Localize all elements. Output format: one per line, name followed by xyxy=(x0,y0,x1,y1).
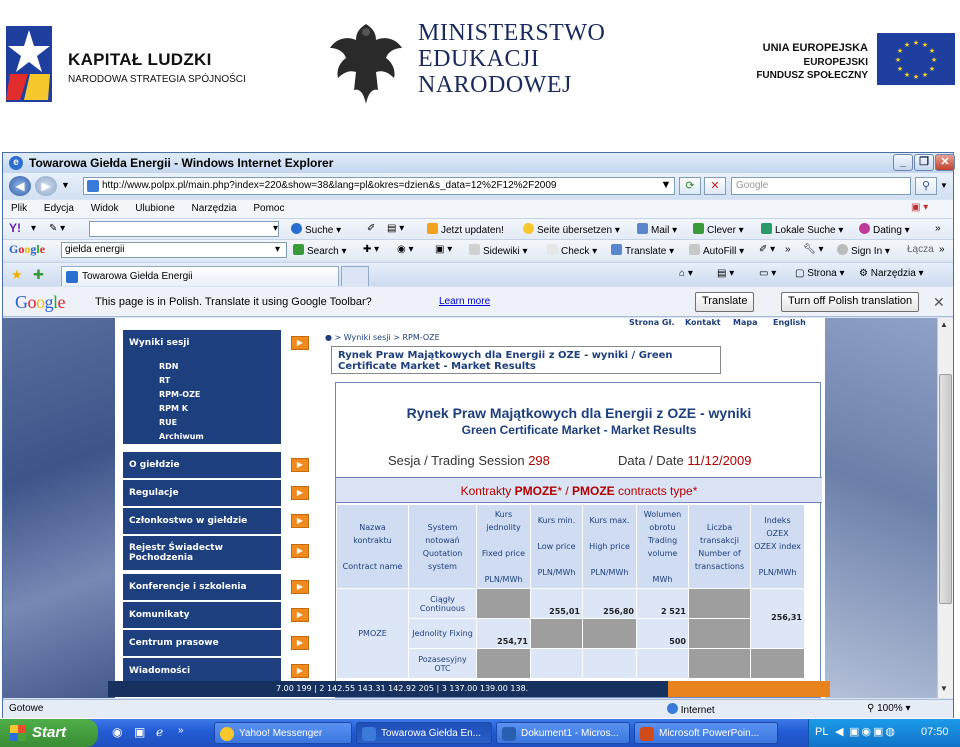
update-label: Jetzt updaten! xyxy=(441,225,504,236)
forward-button[interactable]: ▶ xyxy=(35,176,57,196)
nav-english-link[interactable]: English xyxy=(773,318,806,327)
contracts-prefix: Kontrakty xyxy=(460,484,512,498)
fixed-price-cell xyxy=(477,649,531,679)
history-dropdown-icon[interactable]: ▼ xyxy=(61,180,70,190)
spellcheck-button[interactable]: Check ▾ xyxy=(547,244,597,257)
pencil-icon[interactable]: ✎ ▾ xyxy=(49,223,66,234)
google-chat-icon[interactable]: ◉ ▾ xyxy=(397,244,414,255)
menu-bar xyxy=(3,200,953,218)
kapital-ludzki-subtitle: NARODOWA STRATEGIA SPÓJNOŚCI xyxy=(68,74,246,85)
windows-logo-icon xyxy=(10,725,26,741)
svg-text:★: ★ xyxy=(894,56,902,64)
page-header-box xyxy=(331,346,721,374)
refresh-button[interactable]: ⟳ xyxy=(679,177,701,195)
translate-page-button[interactable]: Seite übersetzen ▾ xyxy=(523,223,620,236)
breadcrumb-text[interactable]: > Wyniki sesji > RPM-OZE xyxy=(334,333,440,342)
task-ie-window[interactable] xyxy=(356,722,492,744)
volume-cell: 500 xyxy=(637,619,689,649)
tab-favicon-icon xyxy=(66,271,78,283)
sidebar-item-rejestr[interactable]: Rejestr Świadectw Pochodzenia xyxy=(123,536,281,570)
sidebar-item-wiadomosci[interactable]: Wiadomości xyxy=(123,658,281,684)
scroll-thumb[interactable] xyxy=(939,374,952,604)
mail-label: Mail xyxy=(651,225,670,236)
contract-name-cell: PMOZE xyxy=(337,589,409,679)
quicklaunch-outlook-icon[interactable]: ▣ xyxy=(134,725,146,739)
sidewiki-icon xyxy=(469,244,480,255)
svg-text:★: ★ xyxy=(921,71,929,79)
contracts-code: PMOZE xyxy=(514,484,558,498)
pen-icon[interactable]: ✐ ▾ xyxy=(759,244,776,255)
system-cell: Jednolity Fixing xyxy=(409,619,477,649)
powerpoint-icon xyxy=(640,727,654,741)
page-menu-button[interactable]: ▢ Strona ▾ xyxy=(795,268,845,279)
arrow-icon[interactable]: ▶ xyxy=(291,458,309,472)
clock: 07:50 xyxy=(921,726,949,738)
market-results-table xyxy=(336,504,805,679)
google-logo: Google xyxy=(15,292,66,312)
google-search-icon xyxy=(293,244,304,255)
column-header: Kurs max. High price PLN/MWh xyxy=(583,505,637,589)
arrow-icon[interactable]: ▶ xyxy=(291,336,309,350)
local-search-label: Lokale Suche xyxy=(775,225,836,236)
svg-text:★: ★ xyxy=(921,41,929,49)
menu-edit[interactable]: Edycja xyxy=(43,203,74,214)
translate-bar xyxy=(3,287,953,317)
quicklaunch-firefox-icon[interactable]: ◉ xyxy=(112,725,123,739)
highlight-icon[interactable]: ✐ xyxy=(367,223,376,234)
low-price-cell: 255,01 xyxy=(531,589,583,619)
arrow-icon[interactable]: ▶ xyxy=(291,544,309,558)
system-cell: Ciągły Continuous xyxy=(409,589,477,619)
yahoo-toolbar xyxy=(3,218,953,239)
site-sidebar xyxy=(115,318,311,698)
favorites-star-icon[interactable]: ★ xyxy=(11,267,23,282)
eu-title: UNIA EUROPEJSKA xyxy=(762,42,868,54)
menu-favorites[interactable]: Ulubione xyxy=(135,203,175,214)
security-zone xyxy=(667,703,715,716)
eagle-emblem-icon xyxy=(326,18,406,110)
page-menu-label: Strona xyxy=(807,268,837,279)
price-ticker xyxy=(108,681,830,697)
task-powerpoint[interactable] xyxy=(634,722,778,744)
nav-home-link[interactable]: Strona Gł. xyxy=(629,318,675,327)
sidebar-item-centrum-prasowe[interactable]: Centrum prasowe xyxy=(123,630,281,656)
tab-bar xyxy=(3,262,953,286)
high-price-cell xyxy=(583,619,637,649)
quicklaunch-ie-icon[interactable]: ℯ xyxy=(156,725,164,739)
market-results-panel xyxy=(335,382,821,698)
yahoo-more-icon[interactable]: » xyxy=(935,223,941,234)
page-header-line-1: Rynek Praw Majątkowych dla Energii z OZE - wyniki / Green xyxy=(338,350,673,361)
logo-banner xyxy=(0,0,960,150)
translate-icon xyxy=(611,244,622,255)
google-toolbar-logo[interactable]: Google xyxy=(9,242,46,256)
back-button[interactable]: ◀ xyxy=(9,176,31,196)
yahoo-search-dropdown-icon[interactable]: ▾ xyxy=(273,223,279,234)
links-label[interactable]: Łącza xyxy=(907,244,934,255)
google-plus-icon[interactable]: ✚ ▾ xyxy=(363,244,380,255)
dating-button[interactable]: Dating ▾ xyxy=(859,223,910,236)
new-tab-button[interactable] xyxy=(341,266,369,286)
menu-file[interactable]: Plik xyxy=(11,203,28,214)
translate-message: This page is in Polish. Translate it using Google Toolbar? xyxy=(95,296,372,308)
contracts-code-en: PMOZE xyxy=(572,484,615,498)
ticker-text: 7.00 199 | 2 142.55 143.31 142.92 205 | 3 137.00 139.00 138. xyxy=(108,681,668,697)
google-share-icon[interactable]: ▣ ▾ xyxy=(435,244,453,255)
quicklaunch-more-icon[interactable]: » xyxy=(178,725,184,736)
sidewiki-button[interactable]: Sidewiki ▾ xyxy=(469,244,528,257)
column-header: Kurs min. Low price PLN/MWh xyxy=(531,505,583,589)
close-translate-bar-icon[interactable]: ✕ xyxy=(933,294,945,310)
arrow-icon[interactable]: ▶ xyxy=(291,664,309,678)
kapital-ludzki-logo-icon xyxy=(6,26,52,102)
menu-help[interactable]: Pomoc xyxy=(253,203,285,214)
ministry-line-1: MINISTERSTWO xyxy=(418,20,606,46)
nav-map-link[interactable]: Mapa xyxy=(733,318,758,327)
column-header: Liczba transakcji Number of transactions xyxy=(689,505,751,589)
session-number: 298 xyxy=(528,453,550,468)
background-lightning-image xyxy=(3,318,115,698)
transactions-cell xyxy=(689,619,751,649)
window-title: Towarowa Giełda Energii - Windows Internet Explorer xyxy=(29,156,334,170)
warning-icon xyxy=(427,223,438,234)
svg-text:★: ★ xyxy=(928,47,936,55)
sidebar-item-o-gieldzie[interactable]: O giełdzie xyxy=(123,452,281,478)
tab-label: Towarowa Giełda Energii xyxy=(82,271,193,282)
tools-menu-button[interactable]: ⚙ Narzędzia ▾ xyxy=(859,268,924,279)
svg-text:★: ★ xyxy=(903,71,911,79)
transactions-cell xyxy=(689,649,751,679)
learn-more-link[interactable]: Learn more xyxy=(439,296,491,307)
site-top-nav xyxy=(311,318,825,330)
scroll-up-icon[interactable]: ▲ xyxy=(940,320,948,329)
tab-towarowa-gielda[interactable] xyxy=(61,266,339,286)
google-search-query: giełda energii xyxy=(65,244,125,255)
submenu-item-rdn[interactable]: RDN xyxy=(159,362,179,371)
table-row xyxy=(337,589,805,619)
market-title-en: Green Certificate Market - Market Results xyxy=(461,423,697,437)
system-cell: Pozasesyjny OTC xyxy=(409,649,477,679)
mail-icon xyxy=(637,223,648,234)
yahoo-messenger-icon xyxy=(220,727,234,741)
eu-fund-name xyxy=(756,56,868,82)
google-search-dropdown-icon[interactable]: ▾ xyxy=(275,244,281,255)
svg-text:★: ★ xyxy=(928,65,936,73)
svg-text:★: ★ xyxy=(912,73,920,81)
sidebar-item-regulacje[interactable]: Regulacje xyxy=(123,480,281,506)
google-more-icon[interactable]: » xyxy=(785,244,791,255)
autofill-button[interactable]: AutoFill ▾ xyxy=(689,244,744,257)
arrow-icon[interactable]: ▶ xyxy=(291,486,309,500)
clever-icon xyxy=(693,223,704,234)
main-content xyxy=(311,318,825,698)
submenu-item-archiwum[interactable]: Archiwum xyxy=(159,432,204,441)
low-price-cell xyxy=(531,649,583,679)
submenu-item-rue[interactable]: RUE xyxy=(159,418,178,427)
tray-icon[interactable]: ◀ xyxy=(835,726,844,738)
scroll-down-icon[interactable]: ▼ xyxy=(940,684,948,693)
address-input[interactable] xyxy=(83,177,675,195)
session-label: Sesja / Trading Session xyxy=(388,453,525,468)
autofill-icon xyxy=(689,244,700,255)
svg-text:★: ★ xyxy=(903,41,911,49)
browser-window xyxy=(2,152,954,718)
column-header: Nazwa kontraktu Contract name xyxy=(337,505,409,589)
spellcheck-icon xyxy=(547,244,558,255)
high-price-cell: 256,80 xyxy=(583,589,637,619)
sidebar-item-konferencje[interactable]: Konferencje i szkolenia xyxy=(123,574,281,600)
system-tray xyxy=(808,719,960,747)
wrench-icon[interactable]: 🔧︎ ▾ xyxy=(803,244,824,255)
dating-label: Dating xyxy=(873,225,902,236)
google-search-label: Search xyxy=(307,246,339,257)
sidebar-item-czlonkostwo[interactable]: Członkostwo w giełdzie xyxy=(123,508,281,534)
task-yahoo-messenger[interactable] xyxy=(214,722,352,744)
arrow-icon[interactable]: ▶ xyxy=(291,580,309,594)
ozex-index-cell xyxy=(751,649,805,679)
sidewiki-label: Sidewiki xyxy=(483,246,520,257)
clever-button[interactable]: Clever ▾ xyxy=(693,223,744,236)
turn-off-translation-button[interactable]: Turn off Polish translation xyxy=(781,292,919,312)
sidebar-item-wyniki-sesji[interactable]: Wyniki sesji xyxy=(123,330,281,356)
status-text: Gotowe xyxy=(9,703,44,714)
sign-in-button[interactable]: Sign In ▾ xyxy=(837,244,890,257)
spellcheck-label: Check xyxy=(561,246,590,257)
market-title-pl: Rynek Praw Majątkowych dla Energii z OZE - wyniki xyxy=(406,405,752,421)
column-header: System notowań Quotation system xyxy=(409,505,477,589)
arrow-icon[interactable]: ▶ xyxy=(291,514,309,528)
svg-text:★: ★ xyxy=(912,39,920,47)
dating-icon xyxy=(859,223,870,234)
contracts-suffix: contracts type* xyxy=(618,484,698,498)
address-url: http://www.polpx.pl/main.php?index=220&show=38&lang=pl&okres=dzien&s_data=12%2F12%2F2009 xyxy=(102,180,557,191)
home-icon[interactable]: ⌂ ▾ xyxy=(679,268,693,279)
close-window-button[interactable]: ✕ xyxy=(935,154,955,171)
ie-icon: e xyxy=(9,156,23,170)
fixed-price-cell: 254,71 xyxy=(477,619,531,649)
arrow-icon[interactable]: ▶ xyxy=(291,636,309,650)
translate-toolbar-button[interactable]: Translate ▾ xyxy=(611,244,674,257)
svg-text:★: ★ xyxy=(896,65,904,73)
mail-button[interactable]: Mail ▾ xyxy=(637,223,677,236)
yahoo-search-button[interactable]: Suche ▾ xyxy=(291,223,341,236)
web-page xyxy=(3,318,937,698)
search-icon[interactable]: ⚲ xyxy=(915,177,937,195)
low-price-cell xyxy=(531,619,583,649)
contracts-mid: * / xyxy=(557,484,569,498)
address-dropdown-icon[interactable]: ▼ xyxy=(660,179,672,191)
high-price-cell xyxy=(583,649,637,679)
svg-text:★: ★ xyxy=(930,56,938,64)
toolbar-extra-icon[interactable]: ▣ ▾ xyxy=(911,202,929,213)
task-label: Towarowa Giełda En... xyxy=(381,728,482,739)
window-titlebar xyxy=(3,153,953,173)
globe-icon xyxy=(523,223,534,234)
task-label: Microsoft PowerPoin... xyxy=(659,728,760,739)
volume-cell xyxy=(637,649,689,679)
zoom-level: 100% xyxy=(877,703,903,714)
session-info xyxy=(388,453,550,468)
task-word[interactable] xyxy=(496,722,630,744)
start-button[interactable] xyxy=(0,719,98,747)
clever-label: Clever xyxy=(707,225,736,236)
arrow-icon[interactable]: ▶ xyxy=(291,608,309,622)
date-value: 11/12/2009 xyxy=(687,453,752,468)
ministry-line-3: NARODOWEJ xyxy=(418,72,572,98)
svg-text:★: ★ xyxy=(896,47,904,55)
date-info xyxy=(618,453,752,468)
submenu-item-rt[interactable]: RT xyxy=(159,376,171,385)
task-label: Yahoo! Messenger xyxy=(239,728,323,739)
word-icon xyxy=(502,727,516,741)
translate-page-label: Seite übersetzen xyxy=(537,225,613,236)
status-bar xyxy=(3,699,953,718)
page-favicon-icon xyxy=(87,180,99,192)
zoom-control[interactable]: ⚲ 100% ▾ xyxy=(867,703,911,714)
fixed-price-cell xyxy=(477,589,531,619)
breadcrumb: ● > Wyniki sesji > RPM-OZE xyxy=(325,333,440,342)
google-toolbar xyxy=(3,239,953,260)
local-search-button[interactable]: Lokale Suche ▾ xyxy=(761,223,843,236)
eu-fund-line-1: EUROPEJSKI xyxy=(803,57,868,68)
google-search-input[interactable] xyxy=(61,242,287,258)
nav-contact-link[interactable]: Kontakt xyxy=(685,318,721,327)
address-bar-row xyxy=(3,173,953,199)
submenu-item-rpm-k[interactable]: RPM K xyxy=(159,404,188,413)
toolbar-options-icon[interactable]: ▤ ▾ xyxy=(387,223,405,234)
tray-icons-group[interactable]: ▣◉▣◍ xyxy=(849,726,897,738)
tools-menu-label: Narzędzia xyxy=(870,268,916,279)
submenu-item-rpm-oze[interactable]: RPM-OZE xyxy=(159,390,201,399)
kapital-ludzki-title: KAPITAŁ LUDZKI xyxy=(68,50,212,69)
internet-zone-icon xyxy=(667,703,678,714)
ie-task-icon xyxy=(362,727,376,741)
windows-taskbar xyxy=(0,719,960,747)
eu-flag-icon xyxy=(877,33,955,85)
volume-cell: 2 521 xyxy=(637,589,689,619)
translate-toolbar-label: Translate xyxy=(625,246,667,257)
yahoo-search-label: Suche xyxy=(305,225,334,236)
print-icon[interactable]: ▭ ▾ xyxy=(759,268,777,279)
task-label: Dokument1 - Micros... xyxy=(521,728,619,739)
sidebar-submenu xyxy=(123,356,281,444)
stop-button[interactable]: ✕ xyxy=(704,177,726,195)
language-indicator[interactable]: PL xyxy=(815,726,829,738)
sign-in-label: Sign In xyxy=(851,246,883,257)
vertical-scrollbar[interactable] xyxy=(937,318,953,698)
start-label: Start xyxy=(32,724,67,741)
yahoo-logo-icon[interactable]: Y! xyxy=(9,221,21,235)
yahoo-menu-icon[interactable]: ▾ xyxy=(31,223,37,234)
translate-button[interactable]: Translate xyxy=(695,292,754,312)
transactions-cell xyxy=(689,589,751,619)
page-header-line-2: Certificate Market - Market Results xyxy=(338,361,536,372)
column-header: Indeks OZEX OZEX index PLN/MWh xyxy=(751,505,805,589)
ministry-name xyxy=(418,20,605,98)
column-header: Kurs jednolity Fixed price PLN/MWh xyxy=(477,505,531,589)
ministry-line-2: EDUKACJI xyxy=(418,46,540,72)
menu-view[interactable]: Widok xyxy=(90,203,119,214)
background-powerline-image xyxy=(825,318,937,698)
search-options-icon[interactable]: ▼ xyxy=(940,181,948,190)
yahoo-search-input[interactable] xyxy=(89,221,279,237)
update-button[interactable] xyxy=(427,223,504,236)
map-icon xyxy=(761,223,772,234)
eu-fund-line-2: FUNDUSZ SPOŁECZNY xyxy=(756,70,868,81)
search-placeholder: Google xyxy=(736,180,769,191)
security-zone-label: Internet xyxy=(680,705,715,716)
column-header: Wolumen obrotu Trading volume MWh xyxy=(637,505,689,589)
magnifier-icon xyxy=(291,223,302,234)
contracts-type-header xyxy=(336,477,822,503)
sidebar-item-komunikaty[interactable]: Komunikaty xyxy=(123,602,281,628)
minimize-button[interactable]: _ xyxy=(893,154,913,171)
menu-tools[interactable]: Narzędzia xyxy=(191,203,237,214)
date-label: Data / Date xyxy=(618,453,684,468)
feeds-icon[interactable]: ▤ ▾ xyxy=(717,268,735,279)
restore-button[interactable]: ❐ xyxy=(914,154,934,171)
user-icon xyxy=(837,244,848,255)
autofill-label: AutoFill xyxy=(703,246,737,257)
add-favorites-icon[interactable]: ✚ xyxy=(33,267,44,282)
ozex-index-cell: 256,31 xyxy=(751,589,805,649)
links-more-icon[interactable]: » xyxy=(939,244,945,255)
search-input[interactable] xyxy=(731,177,911,195)
google-search-button[interactable]: Search ▾ xyxy=(293,244,347,257)
